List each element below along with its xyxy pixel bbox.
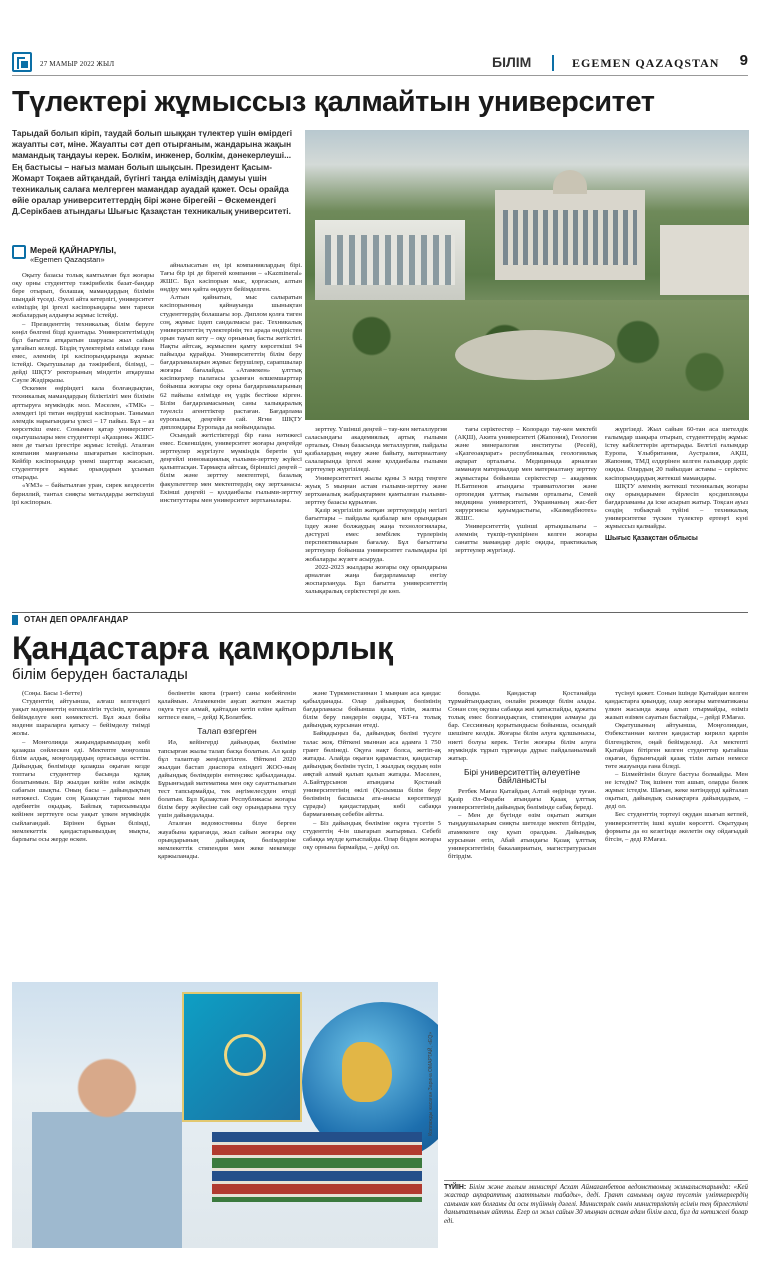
paragraph: ШҚТУ әлемнің жетекші техникалық жоғары оқу орындарымен бірлесіп қосдипломды бағдарламаны да іске асырып жатыр. Тоқсан ауыз сөздің тобықтай түйіні – техникалық университетке түскен түлектер ертеңгі күні жұмыссыз қалмайды. <box>605 482 748 531</box>
paragraph: Университеттің үшінші артықшылығы – әлемнің түкпір-түкпірінен келген жоғары санатты мамандар дәріс оқиды, практикалық зерттеулер жүргізеді. <box>455 523 597 555</box>
paragraph: болады. Қандастар Қостанайда тұрмайтындықтан, онлайн режимде білім алады. Сонан соң оқушы сабаққа жиі қатыспайды, құжаты толық емес болғандықтан, стипендия алмауы да бар. Сессияның қорытындысы бойынша, осындай шешімге келдік. Жоғары білім алуға құлшынысы, ниеті болуы керек. Тегін жоғары білім алуға мүмкіндік тұрып тұрғанда дұрыс пайдаланылмай жатыр. <box>448 690 596 762</box>
article1-headline: Түлектері жұмыссыз қалмайтын университет <box>12 86 655 118</box>
paragraph: түсінуі қажет. Сонын ішінде Қытайдан келген қандастарға қиындау, олар жоғары математиканы үлкен жасында жаңа алып отырмайды, өзіміз жазып өзімен сауатын бастайды, – дейді Р.Мағаз. <box>605 690 748 722</box>
newspaper-logo-icon <box>12 52 32 72</box>
article1-column-4 <box>455 426 597 608</box>
paragraph: Қазір жүргізіліп жатқан зерттеулердің негізгі бағыттары – пайдалы қазбалар кен орындарын іздеу және болжаудың жаңа технологиялары, дәстүрлі емес зембілек түрлерінің перспективаларын бағалау. Бұл бағыттағы зерттеулер бойынша университет галымдары ірі жобаларды жүзеге асыруда. <box>305 506 447 563</box>
paragraph: Байқадыңыз ба, дайындық бөлімі түсуге талас жоқ. Өйткені мыннан аса адамға 1 750 грант бөлінеді. Оқуға нақт болса, жетіп-ақ жатады. Алайда оқыған қарамастан, қандастар дайындық бөлімін түсіп, 1 жылдық оқудың өзін аяқтай алмай қалып қалып жатады. Мәселен, А.Байтұрсынов атындағы Қостанай университетінің өкілі (Қосымша білім беру бөлімінің басшысы ата-анасы көрсетпеуді сұрады) қандастардың көбі сабаққа бармағанның себебін айтты. <box>303 730 441 819</box>
paragraph: «ҰМЗ» – байытылған уран, сирек кездесетін бериллий, тантал сияқты металдарды жеткізуші ірі кәсіпорын. <box>12 482 154 506</box>
paragraph: Оқыту базасы толық камтылған бұл жоғары оқу орны студенттер тәжірибелік базат-бандар бере отырып, болашақ мамандардың білімін шыңдай түседі. Әуелі айта кетерлігі, университет еліміздің ірі іргелі кәсіпорындары мен тарихи жобалардың алдыңғы жұмыс істейді. <box>12 272 154 320</box>
article2-summary-box <box>444 1180 748 1226</box>
photo-building-right <box>660 225 749 295</box>
article1-column-3 <box>305 426 447 608</box>
article1-column-2 <box>160 262 302 608</box>
article2-column-3 <box>303 690 441 980</box>
article2-headline: Қандастарға қамқорлық <box>12 630 394 666</box>
paragraph: айналысатын ең ірі компаниялардың бірі. Тағы бір ірі де бірегей компания – «Kazmineral» ЖШС. Бұл кәсіпорын мыс, қорғасын, алтын өндіру мен қайта өңдеуге бейімделген. <box>160 262 302 294</box>
article1-column-5 <box>605 426 748 608</box>
region-signature: Шығыс Қазақстан облысы <box>605 535 698 543</box>
paragraph: (Соңы. Басы 1-бетте) <box>22 690 83 697</box>
photo-building-left <box>315 220 465 300</box>
photo-building-dome <box>553 170 587 194</box>
paragraph: жүргізеді. Жыл сайын 60-тан аса шетелдік ғалымдар шақыра отырып, студенттердің жұмыс істеу кабілеттерін арттырады. Белгілі ғалымдар Еуропа, Ұлыбритания, Аустралия, АҚШ, Жапония, ТМД елдерінен келген ғалымдар дәріс оқиды. Олардың 20 пайыздан астамы – серіктес кәсіпорындардың жетекші мамандары. <box>605 426 748 482</box>
rubric-label: ОТАН ДЕП ОРАЛҒАНДАР <box>24 615 129 624</box>
photo-building-main <box>495 190 645 280</box>
paper-name: EGEMEN QAZAQSTAN <box>572 56 720 70</box>
article2-column-4 <box>448 690 596 1176</box>
paragraph: Аталған ведомостөвны білуе берген жауабына қарағанда, жыл сайын жоғары оқу орындарының дайындық бөлімдеріне мемлекеттік стипендия мен жеке мекемеде қаржыланады. <box>158 820 296 860</box>
subheading: Талап өзгерген <box>197 726 257 737</box>
paragraph: зерттеу. Үшінші деңгей – тау-кен металлургия саласындағы академиялық артық ғылыми орталық. Оның базасында металлургия, пайдалы қазбалардың өңдеу және байыту, материалтану салаларында іргелі және қолданбалы ғылыми зерттеулер жүргізіледі. <box>305 426 447 474</box>
rubric-marker <box>12 615 18 625</box>
masthead <box>12 52 748 76</box>
education-collage-photo <box>12 982 438 1248</box>
byline-paper: «Egemen Qazaqstan» <box>30 255 105 264</box>
paragraph: – Мен де бүгінде өзім оқытып жатқан тыңдаушыларым сияқты шетелде мектеп бітірдім, атамекенге оқу қуып оралдым. Дайындық курсынан өтіп, Абай атындағы Қазақ ұлттық университетінің бакалавриатын, магистратурасын бітірдім. <box>448 812 596 860</box>
paragraph: Оқытушының айтуынша, Моңғолиядан, Өзбекстаннан келген қандастар кирилл қарпін білгендіктен, оңай бейімделеді. Ал мектепті Қытайдан бітірген келген студенттер қытайша оқыған, бұрынғыдай қазақ тілін латын немесе төте жазуында ғана біледі. <box>605 722 748 770</box>
rubric-band <box>12 612 748 624</box>
page-number: 9 <box>739 52 748 69</box>
paragraph: Өскемен өңіріндегі кала болғандықтан, техникалық мамандардың біліктілігі мен білімін арттыруға мүмкіндік мол. Мәселен, «ТМК» – әлемдегі ірі титан өндіруші кәсіпорын. Танымал әлемдік нарығындағы үлесі – 17 пайыз. Бұл – аз көрсеткіш емес. Сонымен қатар университет оқытушылары мен студенттері «Қазцинк» ЖШС-мен де тығыз іргестіре жұмыс істейді. Аталған компания маңғаныны шығаратын кәсіпорын. Кейбір кәсіпорындар үнемі шарттар жасасып, студенттерге жұмыс орындарын ұсынып отырады. <box>12 385 154 482</box>
photo-book-stack <box>212 1132 422 1202</box>
article2-column-2 <box>158 690 296 980</box>
summary-text: Білім және ғылым министрі Асхат Аймағамбетов ведомствоның жиналыстарында: «Кей жастар ақпараттық азаттығын табады», деді. Грант санының оқуға түсетін үміткерлердің санынан көп болғаны да осы түйіннің дәлелі. Министрлік сөнін министрліктің есімін тең бірлестікті дамытатынын айтты. Егер ол жыл сайын 30 мыңнан астам адам білім алса, бұл да нәтижелі болар еді. <box>444 1184 748 1225</box>
article2-column-1 <box>12 690 150 980</box>
article1-column-1 <box>12 272 154 608</box>
paragraph: Иә, кейінгерді дайындық бөліміне тапсырған жылы талап басқа болатын. Ал қазір бұл талаптар жеңілдетілген. Өйткені 2020 жылдан бастап диаспора еліндегі ЖОО-ның дайындық бөлімдерін ентеңсикс қабылданады. Бұрынғыдай математика мен оқу сауаттылығын тест тапсырмайды, тек әңгімелесуден өтеді болатын. Бұл Қазақстан Республикасы жоғары білім беру жүйесіне сай оқу орындарына түсу үшін дайындалады. <box>158 739 296 820</box>
section-name: БІЛІМ <box>492 54 532 70</box>
summary-tag: ТҮЙІН: <box>444 1184 467 1191</box>
paragraph: – Біз дайындық бөліміне оқуға түсетін 5 студенттің 4-ін шығарып жатырмыз. Себебі сабаққа мүлде қатыспайды. Олар бізден жоғары оқу орнына бармайды, – дейді ол. <box>303 819 441 851</box>
paragraph: Алтын қайнатын, мыс салыратын кәсіпорынның қайнауында шынықтан студенттердің болашағы зор. Диплом қолға тиген соң, жұмыс іздеп сандалмасы рас. Техникалық университеттің түлектерінің тез арада өндірістен орын тауып кету – оқу орнының басты жетістігі. Нақты айтсақ, жұмыспен қамту көрсеткіші 94 пайызды құрайды. Университеттің білім беру бағдарламаларын жұмыс берушілер, сарапшылар жоғары бағалайды. «Атамекен» ұлттық кәсіпкерлер палатасы ұсынған өлшемшарттар бойынша жоғары оқу орны бағдарламаларының 62 пайызы елімізде ең үздік бестікке кірген. Білім бағдарламасының саны халықаралық тәуелсіз агенттіктер растаған. Бағдарлама еуропалық деңгейге сай. Ягни ШҚТУ дипломдары Еуропада да мойындалады. <box>160 294 302 431</box>
subheading: Бірі университеттің әлеуетіне байланысты <box>463 766 581 785</box>
photo-plaza <box>455 330 615 380</box>
paragraph: Бес студенттің тортеуі оқудан шығып кетпей, университеттің ішкі күшін көрсетті. Оқытудың форматы да өз кезегінде әкелетін оқу ойдағыдай бітсін, – деді Р.Мағаз. <box>605 811 748 843</box>
paragraph: – Монғолияда жақындарымыздың көбі қазақша сөйлескен еді. Мектепте моңғолша білім алдық, моңғолдардың ортасында өсттім. Дайындық бөлімінде қазақша оқыған кезде топтағы студенттер басында құлақ болатынмын. Бір жылдан кейін өзім әкімдік сабағын шықты. Оның басы – дайындықтың нәтижесі. Содан соң Қазақстан тарихы мен әдебиетін оқыдық. Байлық тарихымызды кейінен зерттеуге осы уақыт үлкен мүмкіндік сыйлағандай. Бірінен бұрын білімді, мемлекеттік қандастарымыздың мықты, барлығы осы жерде өскен. <box>12 738 150 843</box>
article2-subhead: білім беруден басталады <box>12 666 188 683</box>
article2-column-5 <box>605 690 748 1176</box>
paragraph: Осындай жетістіктерді бір ғана нәтижесі емес. Ескеншіден, университет жоғары деңгейде зерттеулер жүргізуге мүмкіндік беретін үш деңгейлі инновациялық ғылыми-зерттеу жүйесі қалыптасқан. Тармақта айтсақ, біріншісі деңгей – білім және зерттеу мектептері, базалық факультеттер мен мектептердің оқу зертханасы. Екінші деңгейі – қолданбалы ғылыми-зерттеу институттары мен университет зертханалары. <box>160 431 302 504</box>
paragraph: Ретбек Мағаз Қытайдың Алтай өңірінде туған. Қазір Әл-Фараби атындағы Қазақ ұлттық университетінің дайындық бөлімінде сабақ береді. <box>448 788 596 812</box>
paragraph: – Президенттің техникалық білім беруге көңіл бөлгені бізді қуантады. Университетіміздің бұл бағытта атқаратын шаруасы жыл сайын ұлғайып келеді. Біздің түлектеріміз елімізде ғана емес, әлемнің ірі кәсіпорындарында жұмыс істейді. Оқытушылар да тәжірибелі, білімді, – дейді ШҚТУ ректорының міндетін атқарушы Сәуле Жәдірқызы. <box>12 320 154 385</box>
paragraph: және Түркменстаннан 1 мыңнан аса қандас қабылданады. Олар дайындық бөлімінің бағдарламасы бойынша қазақ тілін, жалпы білім беру пәндерін оқиды, ҰБТ-ға толық дайындық курсынан өтеді. <box>303 690 441 730</box>
photo-credit: Коллажды жасаған Зарина ОМАРТАЙ, «EQ» <box>428 1032 434 1136</box>
paragraph: – Білмейтінін білуге бастуы болмайды. Мен не істедім? Тоқ ішінен топ ашып, оларды бөлек жұмыс істедім. Шағын, жеке мәтіндерді қайталап оқытып, дайындық сынақтарға дайындадым, – деді ол. <box>605 770 748 811</box>
paragraph: 2022-2023 жылдары жоғары оқу орындарына арналған жаңа бағдарламалар енгізу жоспарлануда. Бұл бағытта университеттің халықаралық серіктестері де көп. <box>305 563 447 595</box>
paragraph: Студенттің айтуынша, алғаш келгендегі уақыт мәдениеттің өзгешелігін түсініп, қоғамға бейімделуге көп көмектесті. Бұл жыл бойы мәдени шараларға қатысу – бейімделу тиімді жолы. <box>12 698 150 738</box>
issue-date: 27 МАМЫР 2022 ЖЫЛ <box>40 60 115 68</box>
photo-constitution-book <box>182 992 302 1122</box>
byline-logo-icon <box>12 245 26 259</box>
byline-author: Мерей ҚАЙНАРҰЛЫ, <box>30 245 117 255</box>
masthead-divider <box>552 55 554 71</box>
university-campus-photo <box>305 130 749 420</box>
paragraph: бөлінетін квота (грант) саны көбейгенін қалаймын. Атамекенін аңсап жеткен жастар оқуға түсе алмай, қайтадан кетіп еліне қайтып кетпесе екен, – дейді Қ.Болатбек. <box>158 690 296 722</box>
photo-student-figure <box>32 1052 182 1248</box>
paragraph: тағы серіктестер – Колорадо тау-кен мектебі (АҚШ), Акита университеті (Жапония), Геология және минералогия институты (Ресей), «Қазгеоақпарат» республикалық геологиялық ақпарат орталығы. Медицинада арналған заманауи материалдар мен материалтану зерттеу жұмыстары бойынша серіктестер – академик Н.Батпенов атындағы травматология және ортопедия ұлттық ғылыми орталығы, Семей медицина университеті, Украинаның жас-бет хирургиясы қауымдастығы, «Казмедбиотех» ЖШС. <box>455 426 597 523</box>
paragraph: Университеттегі жылы құны 3 млрд теңгеге жуық 5 мыңнан астам ғылыми-зерттеу және зертханалық жабдықтармен қамтылған ғылыми-зерттеу базасы құрылған. <box>305 474 447 506</box>
article1-lead: Тарыдай болып кіріп, таудай болып шыққан түлектер үшін өмірдегі жауапты сәт, міне. Жауапты сәт деп отырғаным, жандарына жақын мамандық таңдауы керек. Болкім, инженер, болкім, дәнекерлеуші... Ең бастысы – нағыз маман болып шықсын. Президент Қасым-Жомарт Тоқаев айтқандай, бүгінгі таңда еліміздің дамуы үшін техникалық салаға мелгерген мамандар ауадай қажет. Осы орайда өйіе оралар университеттердің бірі және бірегейі – Өскемендегі Д.Серікбаев атындағы Шығыс Қазақстан техникалық университеті. <box>12 128 293 217</box>
